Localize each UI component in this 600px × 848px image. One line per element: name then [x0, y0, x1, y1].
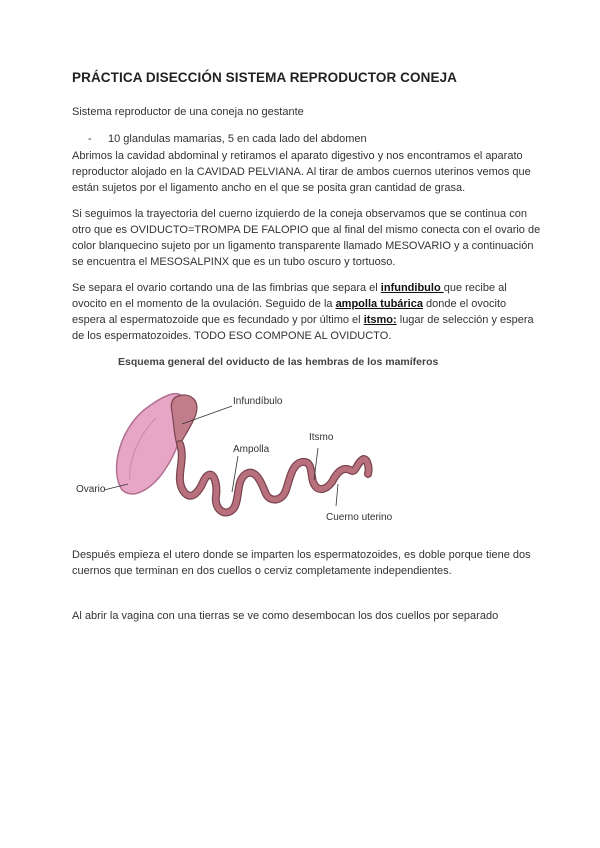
label-ovario: Ovario — [76, 484, 106, 495]
para3-text-4: lugar de selección y espera de los espermatozoides. TODO ESO COMPONE AL OVIDUCTO. — [72, 314, 534, 342]
paragraph-uterus: Después empieza el utero donde se imparten los espermatozoides, es doble porque tiene dos cuernos que terminan en dos cuellos o cerviz completamente independientes. — [72, 549, 531, 577]
term-infundibulo: infundibulo — [380, 282, 444, 294]
term-ampolla: ampolla tubárica — [335, 298, 423, 310]
label-cuerno-uterino: Cuerno uterino — [326, 512, 393, 523]
paragraph-parts — [72, 280, 542, 344]
oviduct-diagram — [70, 352, 439, 532]
para3-text-2: que recibe al ovocito en el momento de la ovulación. Seguido de la — [72, 282, 507, 310]
para3-text-3: donde el ovocito espera al espermatozoide que es fecundado y por último el — [72, 298, 507, 326]
page-title: PRÁCTICA DISECCIÓN SISTEMA REPRODUCTOR CONEJA — [72, 70, 458, 85]
paragraph-cavity: Abrimos la cavidad abdominal y retiramos el aparato digestivo y nos encontramos el aparato reproductor alojado en la CAVIDAD PELVIANA. Al tirar de ambos cuernos uterinos vemos que están sujetos por el ligamento ancho en el que se posita gran cantidad de grasa. — [72, 150, 531, 194]
paragraph-vagina: Al abrir la vagina con una tierras se ve como desembocan los dos cuellos por separado — [72, 610, 499, 622]
figure-title: Esquema general del oviducto de las hembras de los mamíferos — [118, 356, 439, 368]
bullet-item — [88, 133, 367, 145]
label-infundibulo: Infundíbulo — [233, 396, 283, 407]
subtitle: Sistema reproductor de una coneja no gestante — [72, 106, 304, 118]
oviduct-illustration — [70, 352, 400, 532]
bullet-text: 10 glandulas mamarias, 5 en cada lado del abdomen — [108, 133, 367, 145]
term-itsmo: itsmo: — [363, 314, 397, 326]
para3-text-1: Se separa el ovario cortando una de las fimbrias que separa el — [72, 282, 381, 294]
label-ampolla: Ampolla — [233, 444, 270, 455]
bullet-marker: - — [88, 133, 92, 145]
paragraph-oviduct: Si seguimos la trayectoria del cuerno izquierdo de la coneja observamos que se continua con otro que es OVIDUCTO=TROMPA DE FALOPIO que al final del mismo conecta con el ovario de color blanquecino sujeto por un ligamento transparente llamado MESOVARIO y a continuación se encuentra el MESOSALPINX que es un tubo oscuro y tortuoso. — [72, 208, 541, 268]
label-itsmo: Itsmo — [309, 432, 334, 443]
